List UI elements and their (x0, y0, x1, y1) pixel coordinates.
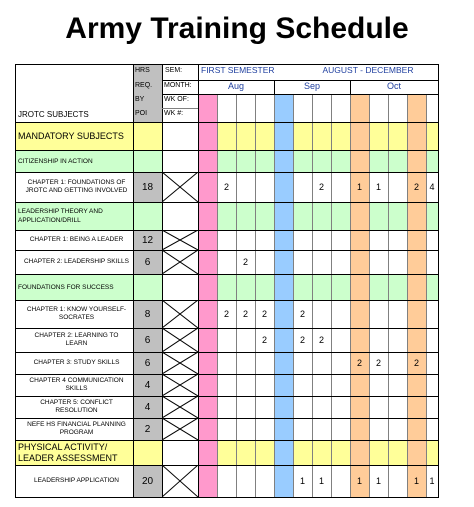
week-cell (350, 440, 369, 465)
week-cell (312, 274, 331, 300)
week-cell (312, 250, 331, 274)
subject-label: LEADERSHIP APPLICATION (33, 476, 119, 484)
week-cell (407, 230, 426, 250)
week-cell (350, 122, 369, 150)
week-cell (293, 418, 312, 440)
week-cell (369, 250, 388, 274)
week-cell (388, 202, 407, 230)
border-bottom (15, 497, 439, 498)
subject-label: CHAPTER 2: LEADERSHIP SKILLS (23, 257, 129, 265)
semester-label: FIRST SEMESTER (201, 66, 275, 75)
col-line (198, 64, 199, 497)
wk-num-label: WK #: (164, 110, 184, 117)
week-hours-value: 2 (242, 257, 248, 267)
crossed-cell-icon (162, 418, 198, 440)
week-cell (198, 150, 217, 172)
week-cell (293, 250, 312, 274)
week-hours-value: 2 (223, 182, 229, 192)
week-hours-value: 1 (375, 182, 381, 192)
week-cell (236, 172, 255, 202)
week-cell (350, 300, 369, 328)
week-cell (217, 230, 236, 250)
week-cell (236, 440, 255, 465)
week-cell (388, 274, 407, 300)
week-cell (350, 418, 369, 440)
week-cell (331, 250, 350, 274)
week-cell (426, 396, 438, 418)
week-cell (198, 250, 217, 274)
week-cell (388, 418, 407, 440)
week-cell (236, 274, 255, 300)
week-cell (274, 465, 293, 497)
week-cell (274, 202, 293, 230)
subject-label: CHAPTER 4 COMMUNICATION SKILLS (29, 376, 124, 392)
week-cell (369, 150, 388, 172)
week-cell (331, 274, 350, 300)
week-cell (274, 374, 293, 396)
week-cell (312, 300, 331, 328)
week-hours-value: 2 (261, 309, 267, 319)
week-cell (388, 150, 407, 172)
week-cell (312, 418, 331, 440)
week-cell (407, 122, 426, 150)
week-cell (388, 122, 407, 150)
week-cell (388, 374, 407, 396)
week-cell (255, 122, 274, 150)
week-col-line (388, 94, 389, 497)
week-cell (217, 352, 236, 374)
week-hours-value: 2 (261, 335, 267, 345)
hrs-value: 4 (144, 401, 151, 413)
week-cell (217, 418, 236, 440)
week-cell (274, 352, 293, 374)
page-title: Army Training Schedule (65, 12, 409, 45)
week-cell (255, 440, 274, 465)
week-cell (369, 418, 388, 440)
hrs-value: 18 (141, 181, 154, 193)
crossed-cell-icon (162, 396, 198, 418)
crossed-cell-icon (162, 352, 198, 374)
week-hours-value: 1 (429, 476, 435, 486)
week-cell (293, 230, 312, 250)
crossed-cell-icon (162, 230, 198, 250)
week-hours-value: 1 (356, 182, 362, 192)
week-hours-value: 2 (299, 335, 305, 345)
week-cell (369, 300, 388, 328)
week-cell (407, 202, 426, 230)
hrs-value: 12 (141, 234, 154, 246)
week-col-line (236, 94, 237, 497)
week-cell (426, 328, 438, 352)
week-cell (217, 122, 236, 150)
subject-label: CHAPTER 5: CONFLICT RESOLUTION (40, 398, 113, 414)
week-col-line (426, 94, 427, 497)
subject-label: CHAPTER 2: LEARNING TO LEARN (34, 331, 119, 347)
wk-of-label: WK OF: (164, 96, 189, 103)
hrs-value: 20 (141, 475, 154, 487)
border-right (438, 64, 439, 498)
header-line (162, 108, 198, 109)
poi-label: POI (135, 110, 148, 117)
week-cell (407, 300, 426, 328)
week-col-line (312, 94, 313, 497)
week-cell (388, 440, 407, 465)
week-cell (236, 202, 255, 230)
month-oct: Oct (386, 81, 401, 91)
week-hours-value: 1 (356, 476, 362, 486)
week-cell (274, 440, 293, 465)
week-cell (198, 172, 217, 202)
week-cell (236, 418, 255, 440)
week-cell (312, 396, 331, 418)
week-cell (217, 250, 236, 274)
week-cell (407, 150, 426, 172)
week-cell (331, 396, 350, 418)
hrs-value: 6 (144, 256, 151, 268)
week-cell (388, 352, 407, 374)
week-cell (388, 300, 407, 328)
week-cell (426, 150, 438, 172)
week-col-line (369, 94, 370, 497)
week-hours-value: 2 (318, 182, 324, 192)
week-cell (407, 274, 426, 300)
week-cell (331, 300, 350, 328)
week-col-line (331, 94, 332, 497)
crossed-cell-icon (162, 374, 198, 396)
week-cell (198, 122, 217, 150)
week-hours-value: 2 (318, 335, 324, 345)
week-cell (198, 374, 217, 396)
week-col-line (407, 94, 408, 497)
subject-label: CHAPTER 1: KNOW YOURSELF-SOCRATES (26, 305, 127, 321)
border-top (15, 64, 438, 65)
week-cell (369, 374, 388, 396)
week-cell (369, 122, 388, 150)
week-cell (293, 122, 312, 150)
week-cell (236, 122, 255, 150)
week-cell (331, 440, 350, 465)
week-cell (331, 202, 350, 230)
border-left (15, 64, 16, 497)
week-cell (312, 352, 331, 374)
hrs-value: 2 (144, 423, 151, 435)
col-line (162, 64, 163, 497)
week-hours-value: 2 (223, 309, 229, 319)
week-cell (388, 328, 407, 352)
week-cell (350, 374, 369, 396)
week-cell (274, 328, 293, 352)
week-cell (236, 328, 255, 352)
week-hours-value: 2 (356, 358, 362, 368)
week-cell (312, 440, 331, 465)
week-cell (293, 202, 312, 230)
heading-label: CITIZENSHIP IN ACTION (18, 157, 93, 165)
week-cell (369, 230, 388, 250)
week-cell (198, 274, 217, 300)
week-cell (217, 274, 236, 300)
crossed-cell-icon (162, 300, 198, 328)
week-cell (236, 352, 255, 374)
week-header-cell (198, 94, 217, 122)
week-cell (369, 396, 388, 418)
week-cell (255, 465, 274, 497)
week-hours-value: 2 (413, 358, 419, 368)
week-cell (293, 150, 312, 172)
week-cell (350, 230, 369, 250)
section-label: MANDATORY SUBJECTS (18, 130, 124, 141)
heading-label: FOUNDATIONS FOR SUCCESS (18, 283, 114, 291)
date-range-label: AUGUST - DECEMBER (322, 66, 414, 75)
week-cell (369, 274, 388, 300)
week-cell (274, 396, 293, 418)
week-cell (293, 274, 312, 300)
week-cell (312, 122, 331, 150)
week-cell (331, 328, 350, 352)
week-cell (388, 172, 407, 202)
week-cell (407, 440, 426, 465)
week-header-cell (407, 94, 426, 122)
week-cell (350, 274, 369, 300)
week-cell (198, 418, 217, 440)
week-cell (331, 352, 350, 374)
week-cell (312, 374, 331, 396)
sem-label: SEM: (165, 67, 183, 74)
week-cell (426, 418, 438, 440)
week-hours-value: 1 (413, 476, 419, 486)
week-cell (255, 172, 274, 202)
heading-label: LEADERSHIP THEORY AND APPLICATION/DRILL (18, 208, 103, 224)
week-cell (198, 230, 217, 250)
by-label: BY (135, 96, 145, 103)
week-header-cell (274, 94, 293, 122)
week-cell (293, 396, 312, 418)
week-cell (426, 374, 438, 396)
week-cell (274, 122, 293, 150)
week-cell (198, 202, 217, 230)
week-header-cell (350, 94, 369, 122)
week-cell (217, 150, 236, 172)
week-cell (255, 374, 274, 396)
week-cell (350, 250, 369, 274)
section-label: PHYSICAL ACTIVITY/ LEADER ASSESSMENT (18, 441, 118, 463)
week-cell (331, 465, 350, 497)
week-cell (293, 374, 312, 396)
week-cell (407, 328, 426, 352)
month-aug: Aug (227, 81, 244, 91)
week-cell (255, 250, 274, 274)
week-cell (274, 274, 293, 300)
week-cell (198, 328, 217, 352)
week-hours-value: 4 (429, 182, 435, 192)
week-cell (331, 150, 350, 172)
week-cell (255, 396, 274, 418)
crossed-cell-icon (162, 465, 198, 497)
week-cell (217, 202, 236, 230)
week-cell (407, 374, 426, 396)
week-cell (369, 202, 388, 230)
week-cell (236, 374, 255, 396)
week-cell (388, 230, 407, 250)
week-cell (255, 150, 274, 172)
week-cell (293, 172, 312, 202)
week-cell (331, 418, 350, 440)
week-cell (312, 230, 331, 250)
week-hours-value: 1 (375, 476, 381, 486)
week-cell (369, 440, 388, 465)
week-cell (274, 418, 293, 440)
hrs-value: 6 (144, 357, 151, 369)
week-cell (426, 274, 438, 300)
req-label: REQ. (135, 82, 153, 89)
week-cell (312, 150, 331, 172)
week-cell (217, 440, 236, 465)
week-cell (369, 328, 388, 352)
week-cell (388, 250, 407, 274)
subject-label: CHAPTER 1: BEING A LEADER (29, 235, 124, 243)
week-cell (426, 202, 438, 230)
week-col-line (255, 94, 256, 497)
week-cell (198, 465, 217, 497)
week-cell (217, 328, 236, 352)
week-cell (198, 352, 217, 374)
week-col-line (350, 94, 351, 497)
jrotc-subjects-label: JROTC SUBJECTS (18, 110, 89, 119)
week-cell (274, 172, 293, 202)
week-hours-value: 2 (299, 309, 305, 319)
week-cell (407, 396, 426, 418)
week-cell (217, 396, 236, 418)
week-cell (426, 352, 438, 374)
week-cell (198, 300, 217, 328)
week-cell (293, 440, 312, 465)
week-cell (274, 150, 293, 172)
week-cell (350, 396, 369, 418)
week-cell (236, 230, 255, 250)
week-cell (274, 300, 293, 328)
month-label: MONTH: (164, 82, 192, 89)
week-cell (407, 418, 426, 440)
week-cell (236, 150, 255, 172)
subject-label: NEFE HS FINANCIAL PLANNING PROGRAM (27, 420, 126, 436)
week-cell (236, 465, 255, 497)
subject-label: CHAPTER 3: STUDY SKILLS (33, 358, 120, 366)
week-hours-value: 1 (299, 476, 305, 486)
week-cell (331, 230, 350, 250)
week-cell (255, 274, 274, 300)
week-hours-value: 2 (375, 358, 381, 368)
month-sep: Sep (303, 81, 320, 91)
week-cell (426, 300, 438, 328)
week-col-line (293, 94, 294, 497)
week-hours-value: 2 (242, 309, 248, 319)
hrs-value: 6 (144, 334, 151, 346)
week-hours-value: 2 (413, 182, 419, 192)
hrs-value: 4 (144, 379, 151, 391)
week-cell (198, 396, 217, 418)
week-cell (426, 122, 438, 150)
week-cell (388, 465, 407, 497)
week-cell (255, 352, 274, 374)
week-cell (217, 374, 236, 396)
week-cell (331, 122, 350, 150)
week-cell (293, 352, 312, 374)
week-cell (426, 440, 438, 465)
week-cell (255, 202, 274, 230)
week-cell (255, 418, 274, 440)
hrs-label: HRS (135, 67, 150, 74)
header-line (162, 94, 438, 95)
week-cell (274, 230, 293, 250)
week-cell (407, 250, 426, 274)
week-cell (350, 328, 369, 352)
crossed-cell-icon (162, 172, 198, 202)
hrs-value: 8 (144, 308, 151, 320)
week-cell (198, 440, 217, 465)
week-cell (350, 202, 369, 230)
week-col-line (274, 94, 275, 497)
week-cell (388, 396, 407, 418)
week-cell (217, 465, 236, 497)
crossed-cell-icon (162, 328, 198, 352)
week-cell (312, 202, 331, 230)
subject-label: CHAPTER 1: FOUNDATIONS OF JROTC AND GETTING INVOLVED (25, 178, 128, 194)
week-cell (236, 396, 255, 418)
week-cell (426, 250, 438, 274)
week-cell (426, 230, 438, 250)
crossed-cell-icon (162, 250, 198, 274)
week-col-line (217, 94, 218, 497)
week-cell (274, 250, 293, 274)
week-cell (331, 172, 350, 202)
week-cell (350, 150, 369, 172)
week-cell (255, 230, 274, 250)
week-cell (331, 374, 350, 396)
week-hours-value: 1 (318, 476, 324, 486)
